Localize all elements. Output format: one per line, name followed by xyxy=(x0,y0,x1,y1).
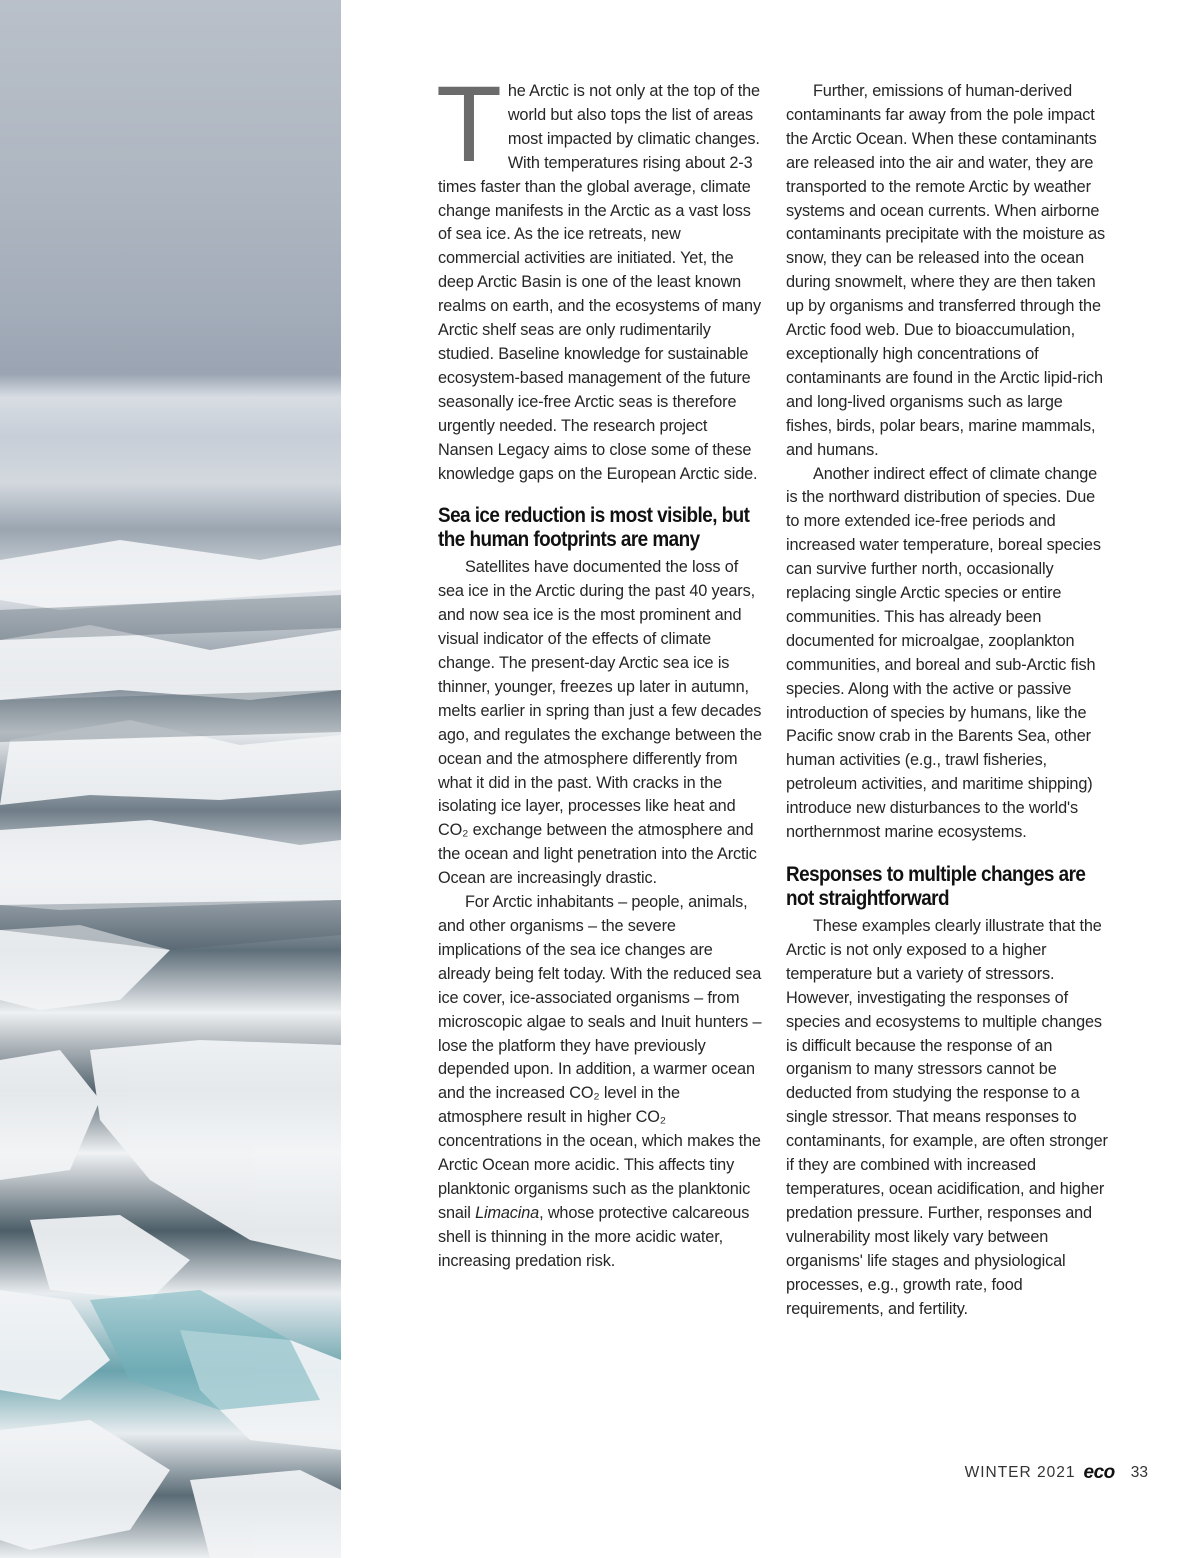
paragraph-contaminants: Further, emissions of human-derived contaminants far away from the pole impact the Arctic Ocean. When these contaminants are released into the air and water, they are transported to the remote Arctic by weather systems and ocean currents. When airborne contaminants precipitate with the moisture as snow, they can be released into the ocean during snowmelt, where they are then taken up by organisms and transferred through the Arctic food web. Due to bioaccumulation, exceptionally high concentrations of contaminants are found in the Arctic lipid-rich and long-lived organisms such as large fishes, birds, polar bears, marine mammals, and humans. xyxy=(786,82,1106,459)
section-heading-responses: Responses to multiple changes are not straightforward xyxy=(786,863,1086,910)
article-column-left xyxy=(436,63,763,1274)
article-column-right xyxy=(786,80,1111,1321)
section-heading-sea-ice: Sea ice reduction is most visible, but the human footprints are many xyxy=(438,504,750,552)
intro-text: he Arctic is not only at the top of the world but also tops the list of areas most impacted by climatic changes. With temperatures rising about 2-3 times faster than the global average, climate change manifests in the Arctic as a vast loss of sea ice. As the ice retreats, new commercial activities are initiated. Yet, the deep Arctic Basin is one of the least known realms on earth, and the ecosystems of many Arctic shelf seas are only rudimentarily studied. Baseline knowledge for sustainable ecosystem-based management of the future seasonally ice-free Arctic seas is therefore urgently needed. The research project Nansen Legacy aims to close some of these knowledge gaps on the European Arctic side. xyxy=(438,82,761,483)
paragraph-species-distribution: Another indirect effect of climate change is the northward distribution of species. Due to more extended ice-free periods and increased water temperature, boreal species can survive further north, occasionally replacing single Arctic species or entire communities. This has already been documented for microalgae, zooplankton communities, and boreal and sub-Arctic fish species. Along with the active or passive introduction of species by humans, like the Pacific snow crab in the Barents Sea, other human activities (e.g., trawl fisheries, petroleum activities, and maritime shipping) introduce new disturbances to the world's northernmost marine ecosystems. xyxy=(786,464,1101,842)
issue-label: WINTER 2021 xyxy=(964,1464,1076,1481)
paragraph-inhabitants xyxy=(438,891,763,1274)
page-number: 33 xyxy=(1130,1464,1148,1481)
dropcap: T xyxy=(436,63,502,184)
page-footer xyxy=(965,1462,1148,1484)
ice-floes-graphic xyxy=(0,0,341,1558)
magazine-logo: eco xyxy=(1083,1462,1115,1483)
paragraph-stressors: These examples clearly illustrate that the Arctic is not only exposed to a higher temperature but a variety of stressors. However, investigating the responses of species and ecosystems to multiple changes is difficult because the response of an organism to many stressors cannot be deducted from studying the response to a single stressor. That means responses to contaminants, for example, are often stronger if they are combined with increased temperatures, ocean acidification, and higher predation pressure. Further, responses and vulnerability most likely vary between organisms' life stages and physiological processes, e.g., growth rate, food requirements, and fertility. xyxy=(786,917,1108,1318)
paragraph-satellites: Satellites have documented the loss of sea ice in the Arctic during the past 40 years, and now sea ice is the most prominent and visual indicator of the effects of climate change. The present-day Arctic sea ice is thinner, younger, freezes up later in autumn, melts earlier in spring than just a few decades ago, and regulates the exchange between the ocean and the atmosphere differently from what it did in the past. With cracks in the isolating ice layer, processes like heat and CO₂ exchange between the atmosphere and the ocean and light penetration into the Arctic Ocean are increasingly drastic. xyxy=(438,558,762,888)
paragraph-inhabitants-text-a: For Arctic inhabitants – people, animals, and other organisms – the severe implications of the sea ice changes are already being felt today. With the reduced sea ice cover, ice-associated organisms – from microscopic algae to seals and Inuit hunters – lose the platform they have previously depended upon. In addition, a warmer ocean and the increased CO₂ level in the atmosphere result in higher CO₂ concentrations in the ocean, which makes the Arctic Ocean more acidic. This affects tiny planktonic organisms such as the planktonic snail xyxy=(438,893,762,1222)
intro-paragraph xyxy=(436,63,763,486)
paragraph-inhabitants-text-b: , whose protective calcareous shell is thinning in the more acidic water, increasing predation risk. xyxy=(438,1203,750,1270)
arctic-sea-ice-photo xyxy=(0,0,341,1558)
species-name: Limacina xyxy=(475,1203,540,1222)
